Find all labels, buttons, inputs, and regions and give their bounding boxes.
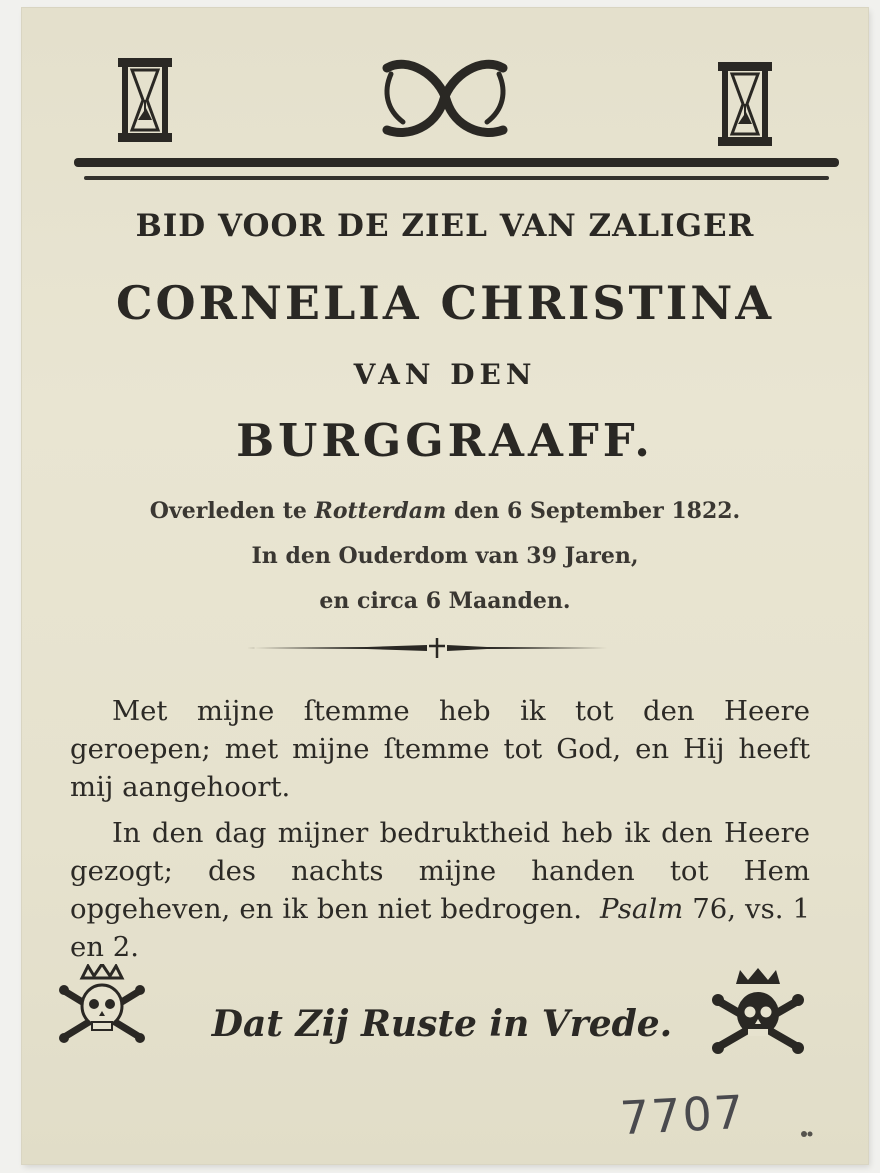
verse-1-text: Met mijne ſtemme heb ik tot den Heere geroepen; met mijne ſtemme tot God, en Hij heeft mij aangehoort. [70, 695, 810, 803]
hourglass-ornament-right [716, 60, 774, 148]
prayer-heading: BID VOOR DE ZIEL VAN ZALIGER [135, 208, 755, 244]
crossed-scythes-ornament [377, 56, 513, 144]
death-suffix: den 6 September 1822. [446, 498, 741, 524]
verse-paragraph-2 [70, 814, 810, 966]
verse-2-reference: 76, vs. 1 en 2. [70, 893, 810, 963]
rest-in-peace-closing: Dat Zij Ruste in Vrede. [211, 1003, 673, 1045]
deceased-surname: BURGGRAAFF. [236, 414, 654, 467]
verse-2-text: In den dag mijner bedruktheid heb ik den Heere gezogt; des nachts mijne handen tot Hem opgeheven, en ik ben niet bedrogen. [70, 817, 810, 925]
ink-speck [800, 1130, 814, 1138]
hourglass-ornament-left [116, 56, 174, 144]
deceased-first-names: CORNELIA CHRISTINA [115, 276, 775, 330]
verse-paragraph-1 [70, 692, 810, 806]
handwritten-catalog-number: 7707 [618, 1084, 747, 1146]
header-rule-thin [84, 176, 829, 180]
months-line: en circa 6 Maanden. [319, 588, 571, 614]
verse-2-source: Psalm [600, 893, 684, 925]
header-rule-thick [74, 158, 839, 167]
age-line: In den Ouderdom van 39 Jaren, [251, 543, 639, 569]
deceased-name-particle: VAN DEN [353, 358, 537, 391]
cross-divider [247, 636, 607, 660]
skull-crossbones-left-icon [58, 964, 146, 1044]
death-prefix: Overleden te [149, 498, 315, 524]
memorial-card [22, 8, 868, 1164]
death-place: Rotterdam [314, 498, 447, 524]
crowned-skull-crossbones-right-icon [712, 966, 804, 1054]
death-date-line [22, 498, 868, 524]
